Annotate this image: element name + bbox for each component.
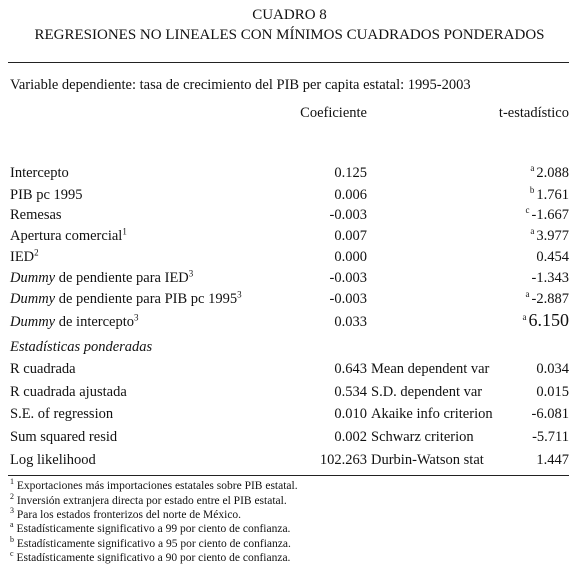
stat-value: 0.002 [334,429,367,445]
stat-label-2: Schwarz criterion [371,429,474,445]
row-tstat: $^a$ -2.887 [525,289,569,307]
stat-value: 0.010 [334,406,367,422]
significance-mark: a [530,226,535,236]
row-label: IED$^2$ [10,247,39,265]
stat-value: 102.263 [319,452,367,468]
row-label: Apertura comercial$^1$ [10,226,127,244]
stat-label: Sum squared resid [10,429,118,445]
footnote-ref: 3 [188,268,194,279]
footnote: $^3$ Para los estados fronterizos del norte de México. [10,506,242,521]
row-coef: 0.000 [334,249,367,265]
footnote: $^1$ Exportaciones más importaciones estatales sobre PIB estatal. [10,477,298,492]
table-row [0,187,579,209]
stats-row [0,384,579,406]
footnote-ref: 3 [134,312,139,323]
stat-value-2: 1.447 [536,452,569,468]
row-tstat: -1.343 [531,270,569,286]
row-coef: 0.006 [334,187,367,203]
significance-mark: a [530,163,535,173]
footnote-ref: 1 [122,226,127,237]
stat-label-2: Akaike info criterion [371,406,493,422]
stat-label: S.E. of regression [10,406,114,422]
row-coef: -0.003 [329,270,367,286]
stats-row [0,429,579,451]
stats-row [0,452,579,474]
footnote: $^2$ Inversión extranjera directa por estado entre el PIB estatal. [10,492,287,507]
stat-value: 0.643 [334,361,367,377]
table-row [0,310,579,336]
row-tstat: $^a$ 6.150 [522,310,569,330]
table-row [0,228,579,250]
significance-mark: c [525,205,530,215]
row-label: Dummy de pendiente para PIB pc 1995$^3$ [10,289,242,307]
row-tstat: 0.454 [536,249,569,265]
row-label: Intercepto [10,165,69,181]
footnote: $^c$ Estadísticamente significativo a 90 por ciento de confianza. [10,549,291,564]
table-row [0,249,579,271]
row-coef: 0.125 [334,165,367,181]
table-row [0,165,579,187]
top-rule [8,62,569,63]
table-number: CUADRO 8 [252,7,327,23]
row-tstat: $^c$ -1.667 [525,205,569,223]
footnote-ref: 3 [237,289,242,300]
dependent-variable: Variable dependiente: tasa de crecimiento del PIB per capita estatal: 1995-2003 [10,77,471,93]
row-coef: -0.003 [329,291,367,307]
stat-value: 0.534 [334,384,367,400]
row-coef: 0.007 [334,228,367,244]
table-row [0,270,579,292]
row-tstat: $^a$ 2.088 [530,163,569,181]
stat-value-2: -6.081 [531,406,569,422]
row-tstat: $^b$ 1.761 [529,185,569,203]
bottom-rule [8,475,569,476]
footnote: $^b$ Estadísticamente significativo a 95 por ciento de confianza. [10,535,291,550]
stat-value-2: 0.034 [536,361,569,377]
stat-value-2: -5.711 [532,429,569,445]
stat-label: R cuadrada [10,361,76,377]
stat-label-2: Durbin-Watson stat [371,452,484,468]
stat-label: Log likelihood [10,452,96,468]
column-header-tstat: t-estadístico [498,105,569,121]
footnote: $^a$ Estadísticamente significativo a 99 por ciento de confianza. [10,520,291,535]
row-label: PIB pc 1995 [10,187,83,203]
significance-mark: a [522,312,527,322]
significance-mark: b [529,185,535,195]
stat-label: R cuadrada ajustada [10,384,127,400]
stats-row [0,361,579,383]
weighted-stats-heading: Estadísticas ponderadas [10,339,153,355]
row-coef: -0.003 [329,207,367,223]
stat-label-2: S.D. dependent var [371,384,483,400]
stat-label-2: Mean dependent var [371,361,490,377]
table-row [0,291,579,313]
table-title: REGRESIONES NO LINEALES CON MÍNIMOS CUADRADOS PONDERADOS [34,27,545,43]
column-header-coef: Coeficiente [300,105,367,121]
footnote-ref: 2 [34,247,39,258]
row-coef: 0.033 [334,314,367,330]
row-label: Remesas [10,207,62,223]
row-label: Dummy de intercepto$^3$ [10,312,139,330]
significance-mark: a [525,289,530,299]
row-tstat: $^a$ 3.977 [530,226,569,244]
row-label: Dummy de pendiente para IED$^3$ [10,268,194,286]
stat-value-2: 0.015 [536,384,569,400]
table-row [0,207,579,229]
stats-row [0,406,579,428]
